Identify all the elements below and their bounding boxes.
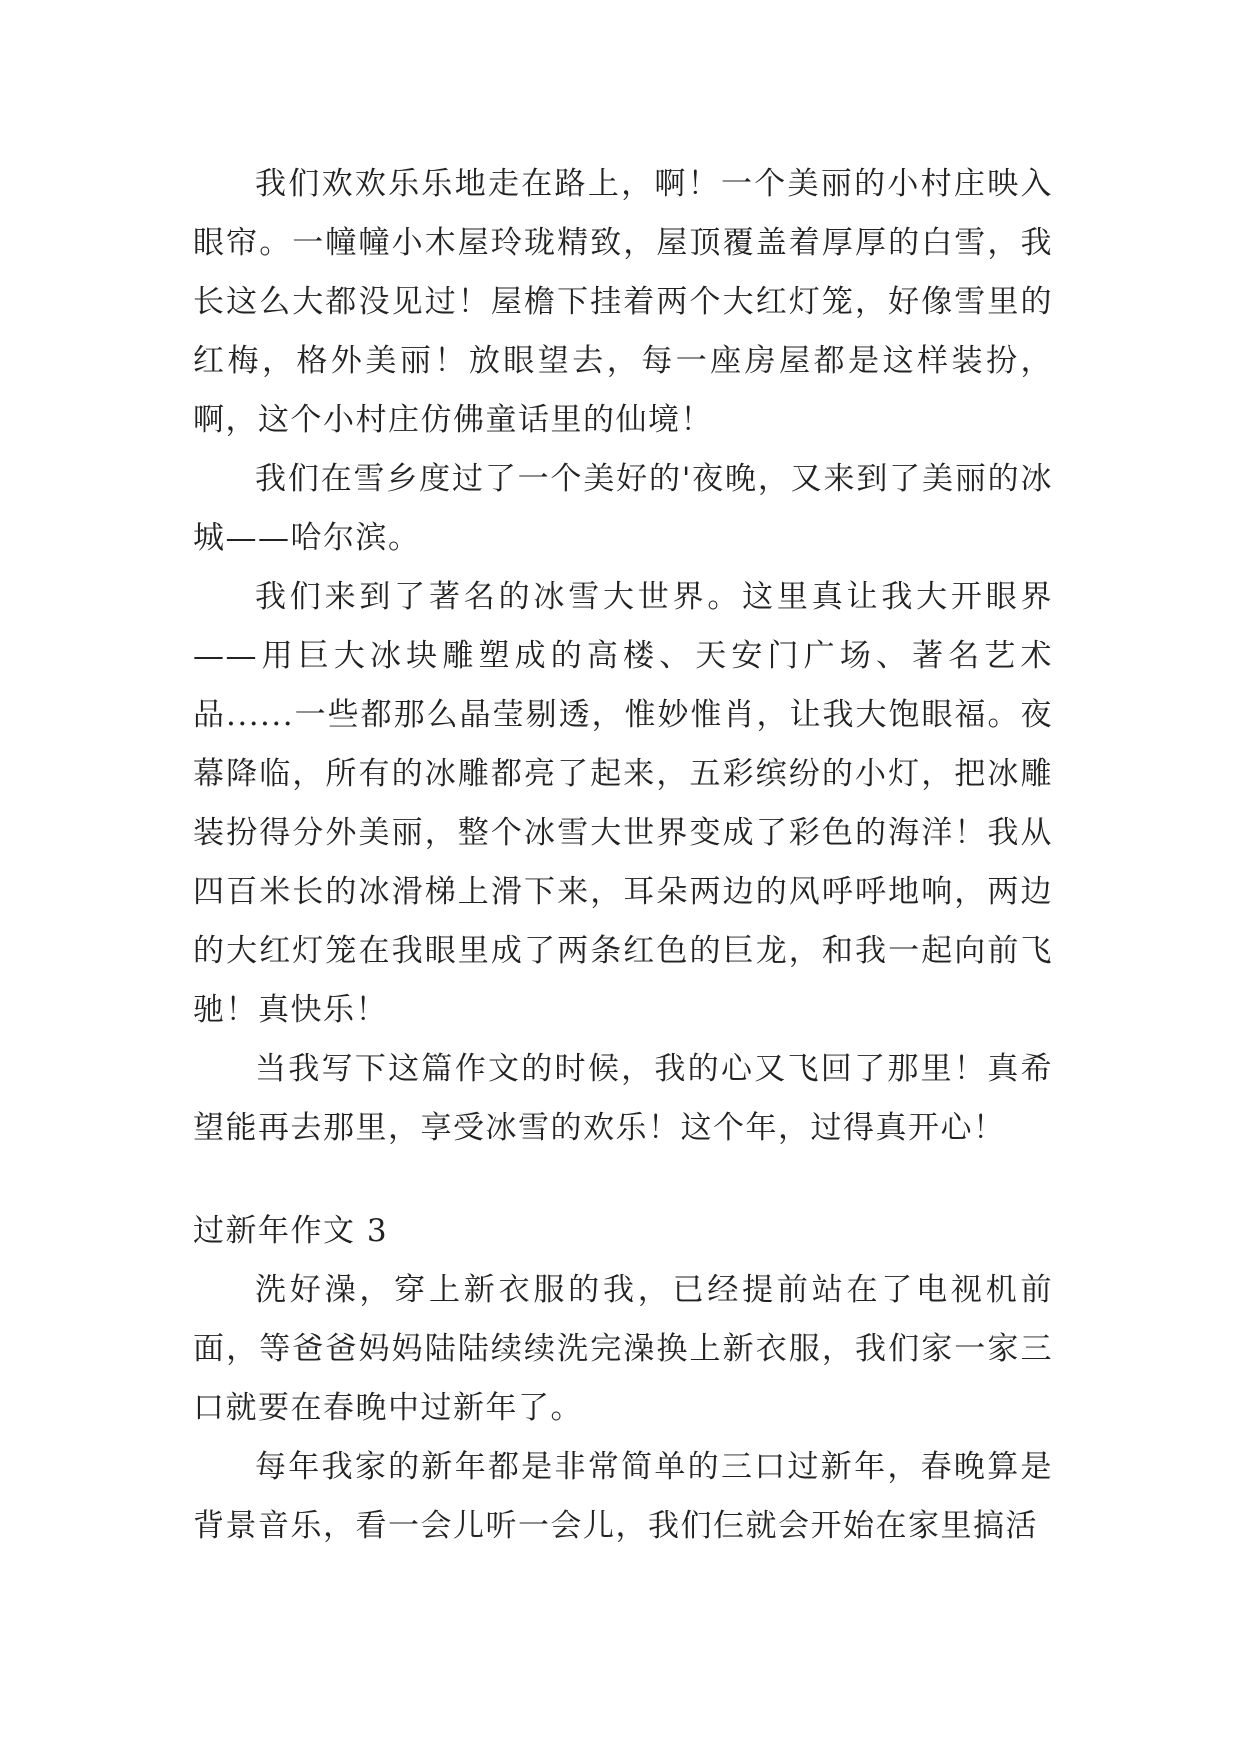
- paragraph-conclusion: 当我写下这篇作文的时候，我的心又飞回了那里！真希望能再去那里，享受冰雪的欢乐！这个年，过得真开心！: [193, 1051, 1053, 1146]
- paragraph-village: 我们欢欢乐乐地走在路上，啊！一个美丽的小村庄映入眼帘。一幢幢小木屋玲珑精致，屋顶覆盖着厚厚的白雪，我长这么大都没见过！屋檐下挂着两个大红灯笼，好像雪里的红梅，格外美丽！放眼望去，每一座房屋都是这样装扮，啊，这个小村庄仿佛童话里的仙境！: [193, 166, 1053, 438]
- paragraph-new-clothes: 洗好澡，穿上新衣服的我，已经提前站在了电视机前面，等爸爸妈妈陆陆续续洗完澡换上新衣服，我们家一家三口就要在春晚中过新年了。: [193, 1272, 1053, 1426]
- paragraph-harbin: 我们在雪乡度过了一个美好的'夜晚，又来到了美丽的冰城——哈尔滨。: [193, 461, 1053, 556]
- section-heading: 过新年作文 3: [193, 1213, 389, 1249]
- paragraph-family-new-year: 每年我家的新年都是非常简单的三口过新年，春晚算是背景音乐，看一会儿听一会儿，我们仨就会开始在家里搞活: [193, 1449, 1053, 1544]
- paragraph-ice-world: 我们来到了著名的冰雪大世界。这里真让我大开眼界——用巨大冰块雕塑成的高楼、天安门广场、著名艺术品......一些都那么晶莹剔透，惟妙惟肖，让我大饱眼福。夜幕降临，所有的冰雕都亮了起来，五彩缤纷的小灯，把冰雕装扮得分外美丽，整个冰雪大世界变成了彩色的海洋！我从四百米长的冰滑梯上滑下来，耳朵两边的风呼呼地响，两边的大红灯笼在我眼里成了两条红色的巨龙，和我一起向前飞驰！真快乐！: [193, 579, 1053, 1028]
- document-body: [193, 155, 1053, 1556]
